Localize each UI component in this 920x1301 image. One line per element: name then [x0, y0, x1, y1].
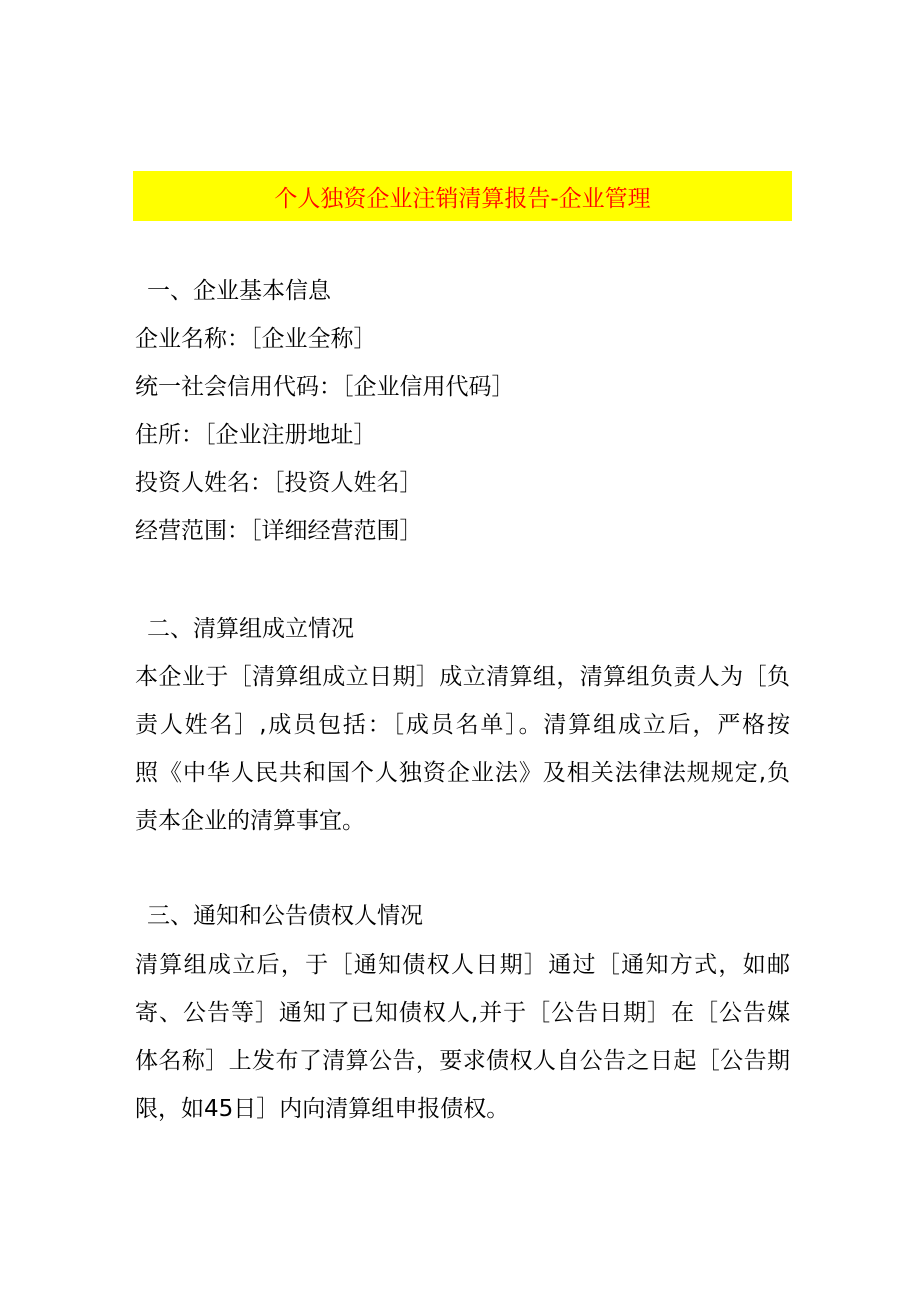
field-business-scope: 经营范围：［详细经营范围］ — [135, 518, 423, 544]
paragraph-line: 责本企业的清算事宜。 — [135, 808, 365, 834]
section-heading-liquidation-group: 二、清算组成立情况 — [147, 616, 354, 642]
field-address: 住所：［企业注册地址］ — [135, 422, 377, 448]
document-title: 个人独资企业注销清算报告-企业管理 — [274, 185, 651, 212]
paragraph-line: 责人姓名］,成员包括：［成员名单］。清算组成立后，严格按 — [135, 712, 790, 738]
paragraph-line: 体名称］上发布了清算公告，要求债权人自公告之日起［公告期 — [135, 1048, 790, 1074]
field-investor-name: 投资人姓名：［投资人姓名］ — [135, 470, 423, 496]
title-banner — [133, 171, 792, 221]
section-heading-creditor-notice: 三、通知和公告债权人情况 — [147, 903, 423, 929]
paragraph-line: 本企业于［清算组成立日期］成立清算组，清算组负责人为［负 — [135, 664, 790, 690]
paragraph-line: 清算组成立后，于［通知债权人日期］通过［通知方式，如邮 — [135, 952, 790, 978]
paragraph-line: 限，如45日］内向清算组申报债权。 — [135, 1096, 510, 1122]
field-enterprise-name: 企业名称：［企业全称］ — [135, 326, 377, 352]
paragraph-line: 寄、公告等］通知了已知债权人,并于［公告日期］在［公告媒 — [135, 1000, 790, 1026]
section-heading-basic-info: 一、企业基本信息 — [147, 278, 331, 304]
paragraph-line: 照《中华人民共和国个人独资企业法》及相关法律法规规定,负 — [135, 760, 790, 786]
field-credit-code: 统一社会信用代码：［企业信用代码］ — [135, 374, 515, 400]
